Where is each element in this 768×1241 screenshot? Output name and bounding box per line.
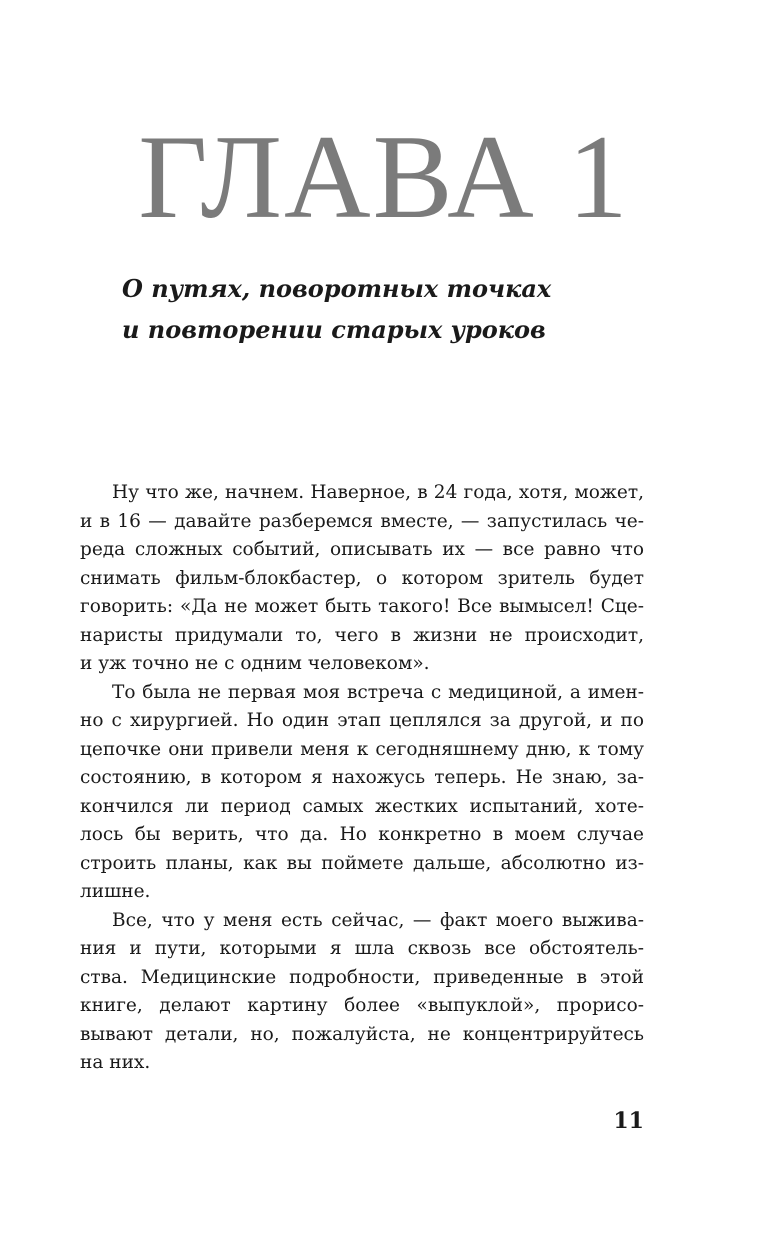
body-text (80, 479, 644, 1078)
text-line: кончился ли период самых жестких испытаний, хоте- (80, 795, 644, 817)
text-line: на них. (80, 1052, 151, 1073)
chapter-title: ГЛАВА 1 (138, 110, 630, 243)
text-line: и уж точно не с одним человеком». (80, 653, 430, 674)
text-line: и в 16 — давайте разберемся вместе, — запустилась че- (80, 510, 644, 532)
text-line: лось бы верить, что да. Но конкретно в моем случае (80, 824, 644, 845)
chapter-subtitle (122, 268, 682, 350)
text-line: вывают детали, но, пожалуйста, не концентрируйтесь (80, 1023, 644, 1045)
text-line: реда сложных событий, описывать их — все равно что (80, 539, 644, 560)
text-line: наристы придумали то, чего в жизни не происходит, (80, 624, 644, 646)
paragraph-2 (80, 679, 644, 907)
subtitle-line: и повторении старых уроков (122, 315, 546, 344)
text-line: ства. Медицинские подробности, приведенные в этой (80, 966, 644, 988)
text-line: лишне. (80, 881, 151, 902)
text-line: говорить: «Да не может быть такого! Все вымысел! Сце- (80, 596, 644, 617)
text-line: строить планы, как вы поймете дальше, абсолютно из- (80, 852, 644, 874)
text-line: Все, что у меня есть сейчас, — факт моего выжива- (112, 909, 644, 931)
text-line: ния и пути, которыми я шла сквозь все обстоятель- (80, 938, 644, 959)
paragraph-3 (80, 907, 644, 1078)
page-number: 11 (613, 1108, 644, 1134)
text-line: но с хирургией. Но один этап цеплялся за другой, и по (80, 710, 644, 731)
paragraph-1 (80, 479, 644, 679)
text-line: снимать фильм-блокбастер, о котором зритель будет (80, 567, 644, 589)
text-line: Ну что же, начнем. Наверное, в 24 года, хотя, может, (112, 482, 644, 503)
subtitle-line: О путях, поворотных точках (122, 274, 552, 303)
text-line: То была не первая моя встреча с медициной, а имен- (112, 681, 644, 703)
text-line: состоянию, в котором я нахожусь теперь. Не знаю, за- (80, 767, 644, 788)
text-line: книге, делают картину более «выпуклой», прорисо- (80, 995, 644, 1016)
text-line: цепочке они привели меня к сегодняшнему дню, к тому (80, 738, 644, 760)
